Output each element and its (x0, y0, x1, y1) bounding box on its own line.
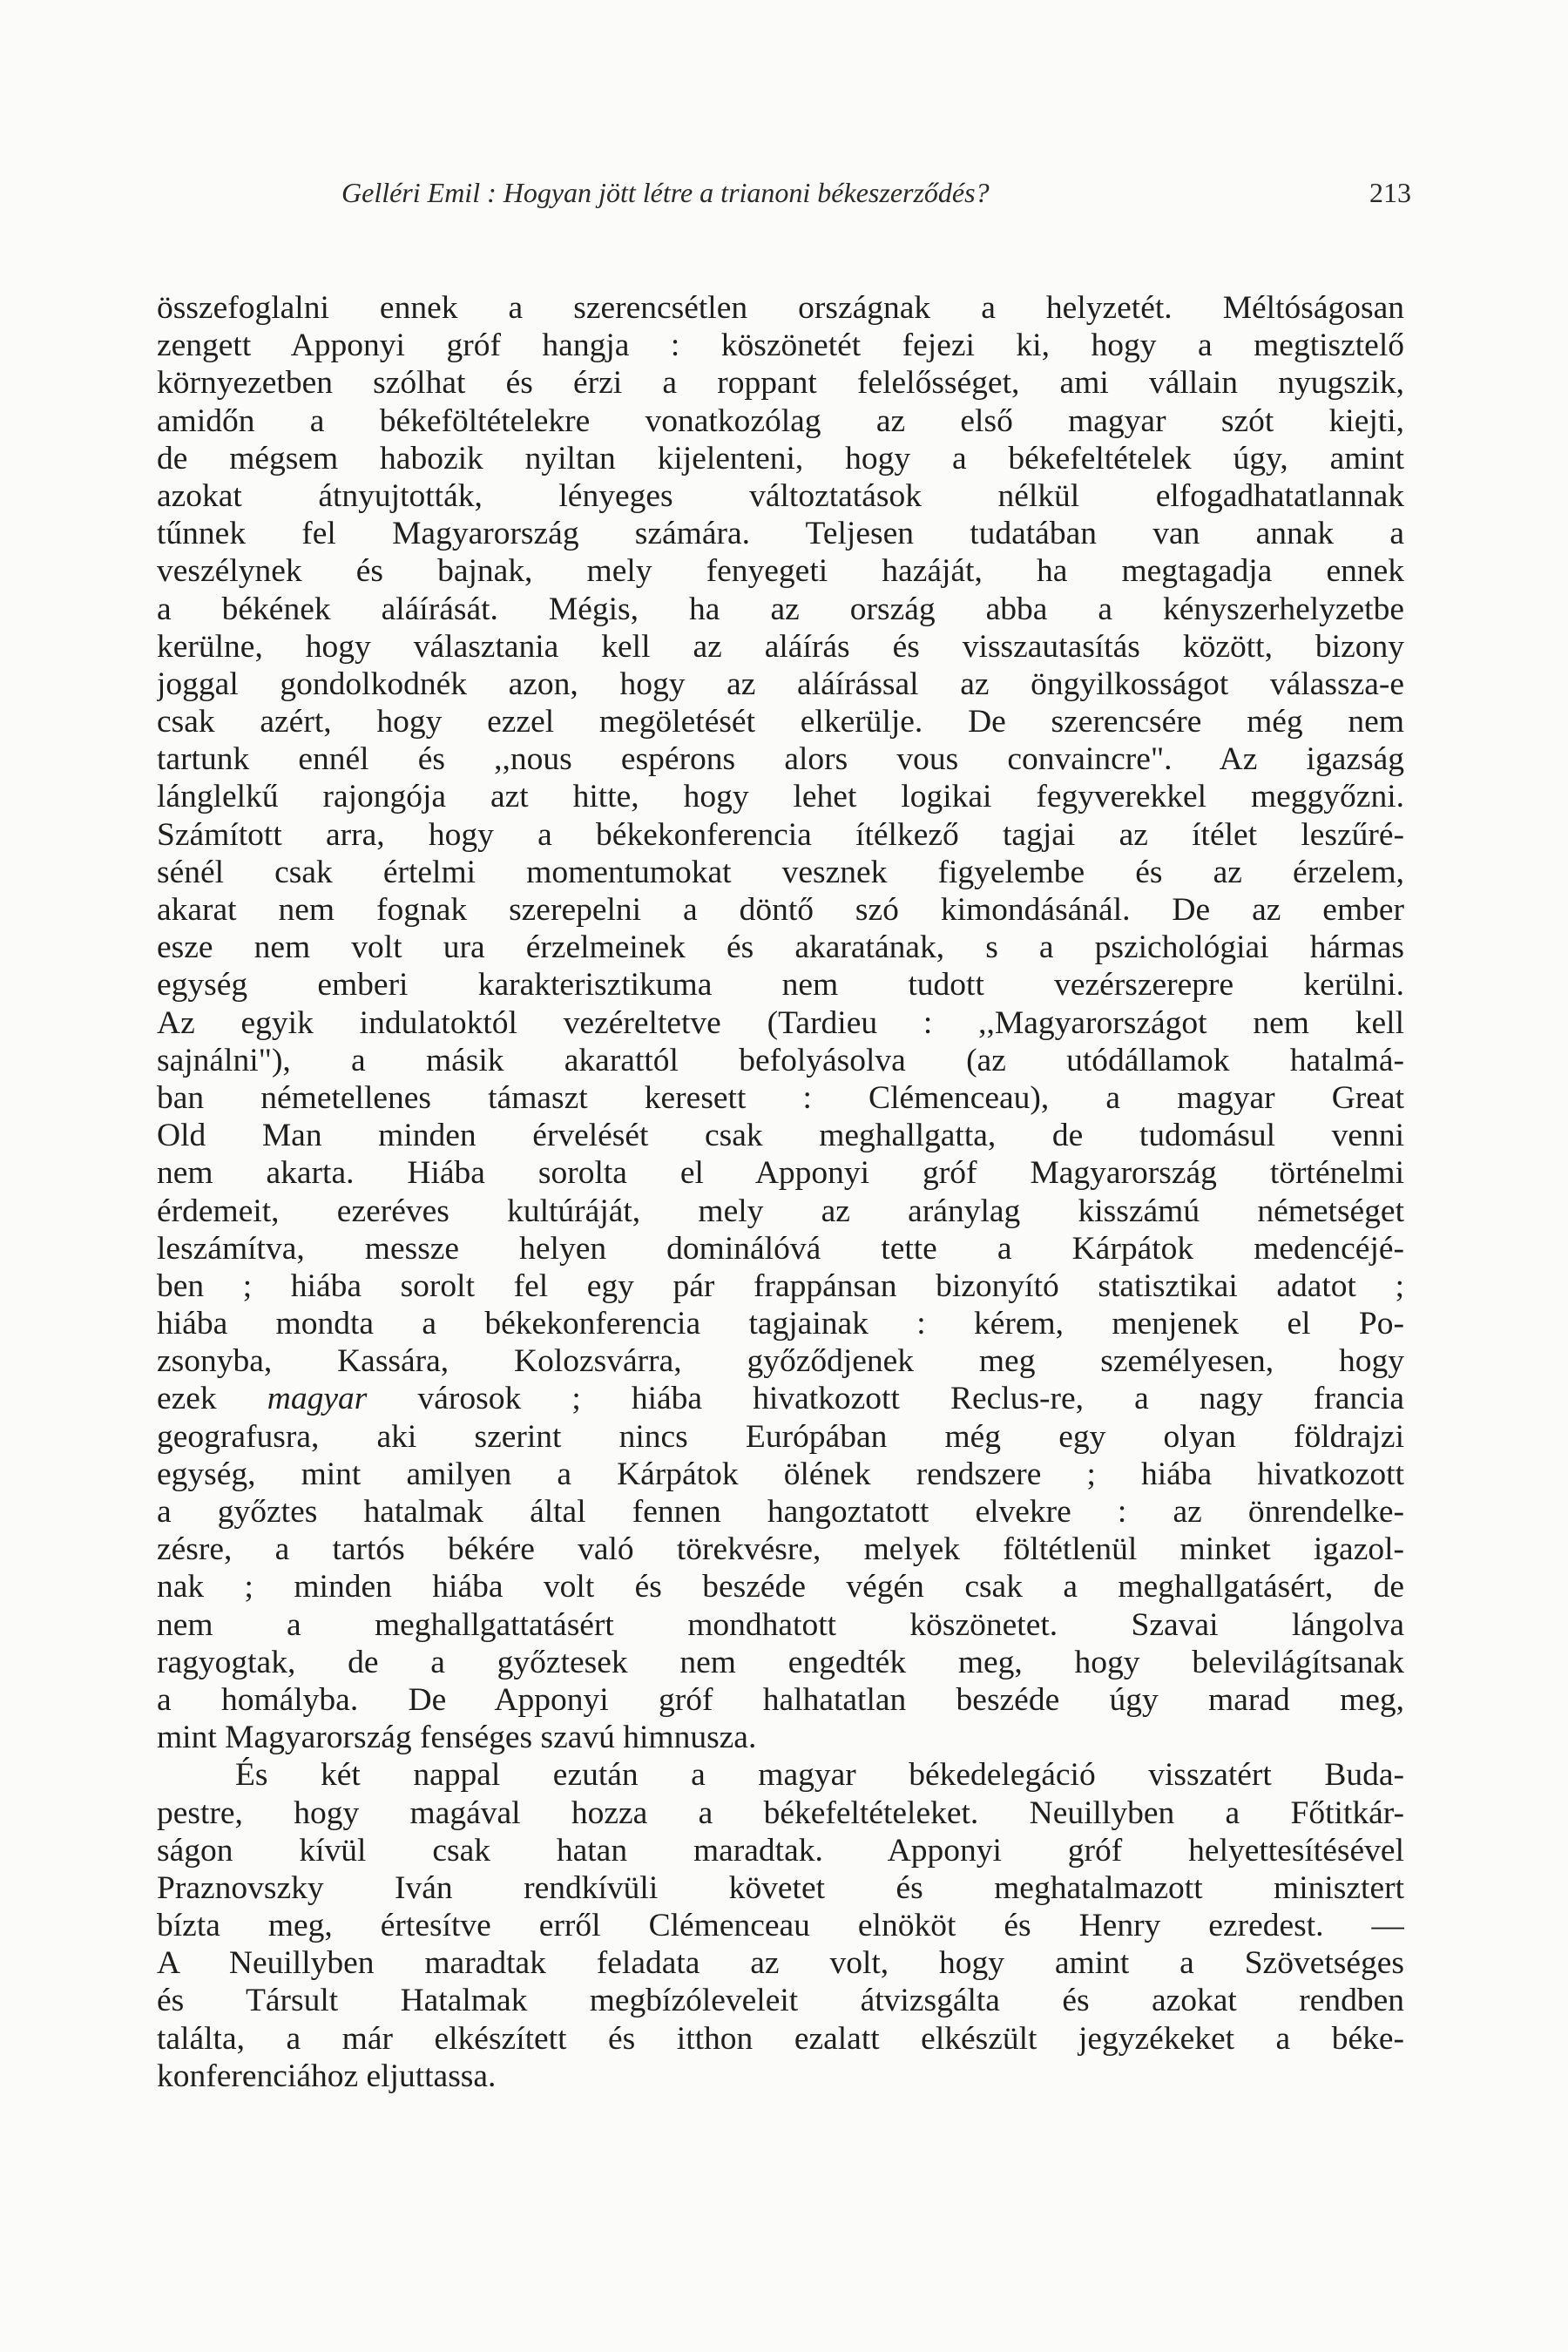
page-number: 213 (1369, 177, 1411, 208)
text-line: Praznovszky Iván rendkívüli követet és meghatalmazott minisztert (157, 1869, 1404, 1906)
text-line: kerülne, hogy választania kell az aláírás és visszautasítás között, bizony (157, 628, 1404, 665)
text-line: Számított arra, hogy a békekonferencia ítélkező tagjai az ítélet leszűré- (157, 816, 1404, 853)
text-line: konferenciához eljuttassa. (157, 2058, 497, 2094)
text-line: esze nem volt ura érzelmeinek és akaratának, s a pszichológiai hármas (157, 929, 1404, 966)
text-line: ragyogtak, de a győztesek nem engedték meg, hogy belevilágítsanak (157, 1644, 1404, 1680)
text-line: hiába mondta a békekonferencia tagjainak : kérem, menjenek el Po- (157, 1306, 1404, 1342)
text-line: egység emberi karakterisztikuma nem tudott vezérszerepre kerülni. (157, 967, 1404, 1004)
text-line: a békének aláírását. Mégis, ha az ország abba a kényszerhelyzetbe (157, 591, 1404, 627)
text-line: érdemeit, ezeréves kultúráját, mely az aránylag kisszámú németséget (157, 1193, 1404, 1229)
text-line: És két nappal ezután a magyar békedelegáció visszatért Buda- (235, 1757, 1404, 1794)
text-line: amidőn a békeföltételekre vonatkozólag az első magyar szót kiejti, (157, 402, 1404, 439)
text-line: egység, mint amilyen a Kárpátok ölének rendszere ; hiába hivatkozott (157, 1456, 1404, 1492)
text-line: joggal gondolkodnék azon, hogy az aláírással az öngyilkosságot válassza-e (157, 666, 1404, 702)
paragraph-1 (157, 289, 1404, 1756)
text-line: de mégsem habozik nyiltan kijelenteni, hogy a békefeltételek úgy, amint (157, 440, 1404, 476)
text-line: mint Magyarország fenséges szavú himnusza. (157, 1720, 757, 1756)
text-line: környezetben szólhat és érzi a roppant felelősséget, ami vállain nyugszik, (157, 365, 1404, 402)
text-line: ben ; hiába sorolt fel egy pár frappánsan bizonyító statisztikai adatot ; (157, 1267, 1404, 1304)
text-line: a győztes hatalmak által fennen hangoztatott elvekre : az önrendelke- (157, 1494, 1404, 1530)
text-line: lánglelkű rajongója azt hitte, hogy lehet logikai fegyverekkel meggyőzni. (157, 779, 1404, 815)
emphasized-word: magyar (267, 1381, 368, 1417)
running-header (341, 171, 1411, 214)
text-line: zésre, a tartós békére való törekvésre, melyek föltétlenül minket igazol- (157, 1531, 1404, 1568)
paragraph-2 (157, 1756, 1404, 2095)
text-line: zsonyba, Kassára, Kolozsvárra, győződjenek meg személyesen, hogy (157, 1343, 1404, 1380)
text-line: pestre, hogy magával hozza a békefeltételeket. Neuillyben a Főtitkár- (157, 1794, 1404, 1831)
text-line: nak ; minden hiába volt és beszéde végén csak a meghallgatásért, de (157, 1569, 1404, 1605)
text-line: Az egyik indulatoktól vezéreltetve (Tardieu : ,,Magyarországot nem kell (157, 1004, 1404, 1041)
text-line: nem akarta. Hiába sorolta el Apponyi gróf Magyarország történelmi (157, 1155, 1404, 1192)
text-line: sénél csak értelmi momentumokat vesznek figyelembe és az érzelem, (157, 854, 1404, 890)
text-line: ságon kívül csak hatan maradtak. Apponyi gróf helyettesítésével (157, 1832, 1404, 1869)
text-line: Old Man minden érvelését csak meghallgatta, de tudomásul venni (157, 1118, 1404, 1154)
text-segment: városok ; hiába hivatkozott Reclus-re, a nagy francia (367, 1381, 1404, 1417)
text-line: a homályba. De Apponyi gróf halhatatlan beszéde úgy marad meg, (157, 1681, 1404, 1718)
text-line: veszélynek és bajnak, mely fenyegeti hazáját, ha megtagadja ennek (157, 553, 1404, 590)
text-line: geografusra, aki szerint nincs Európában még egy olyan földrajzi (157, 1418, 1404, 1455)
text-line-with-emphasis (157, 1380, 1404, 1417)
text-line: bízta meg, értesítve erről Clémenceau elnököt és Henry ezredest. — (157, 1908, 1404, 1944)
text-line: összefoglalni ennek a szerencsétlen országnak a helyzetét. Méltóságosan (157, 290, 1404, 326)
text-line: tartunk ennél és ,,nous espérons alors vous convaincre". Az igazság (157, 741, 1404, 778)
text-line: azokat átnyujtották, lényeges változtatások nélkül elfogadhatatlannak (157, 477, 1404, 514)
text-line: nem a meghallgattatásért mondhatott köszönetet. Szavai lángolva (157, 1606, 1404, 1643)
text-line: ban németellenes támaszt keresett : Clémenceau), a magyar Great (157, 1079, 1404, 1116)
text-line: zengett Apponyi gróf hangja : köszönetét fejezi ki, hogy a megtisztelő (157, 328, 1404, 364)
running-title: Gelléri Emil : Hogyan jött létre a trianoni békeszerződés? (341, 177, 990, 208)
text-line: tűnnek fel Magyarország számára. Teljesen tudatában van annak a (157, 516, 1404, 552)
body-text (157, 289, 1404, 2095)
text-segment: ezek (157, 1381, 267, 1417)
text-line: akarat nem fognak szerepelni a döntő szó kimondásánál. De az ember (157, 892, 1404, 928)
text-line: leszámítva, messze helyen dominálóvá tette a Kárpátok medencéjé- (157, 1230, 1404, 1267)
text-line: sajnálni"), a másik akarattól befolyásolva (az utódállamok hatalmá- (157, 1042, 1404, 1078)
text-line: A Neuillyben maradtak feladata az volt, hogy amint a Szövetséges (157, 1945, 1404, 1982)
text-line: és Társult Hatalmak megbízóleveleit átvizsgálta és azokat rendben (157, 1983, 1404, 2019)
text-line: találta, a már elkészített és itthon ezalatt elkészült jegyzékeket a béke- (157, 2020, 1404, 2057)
text-line: csak azért, hogy ezzel megöletését elkerülje. De szerencsére még nem (157, 704, 1404, 740)
